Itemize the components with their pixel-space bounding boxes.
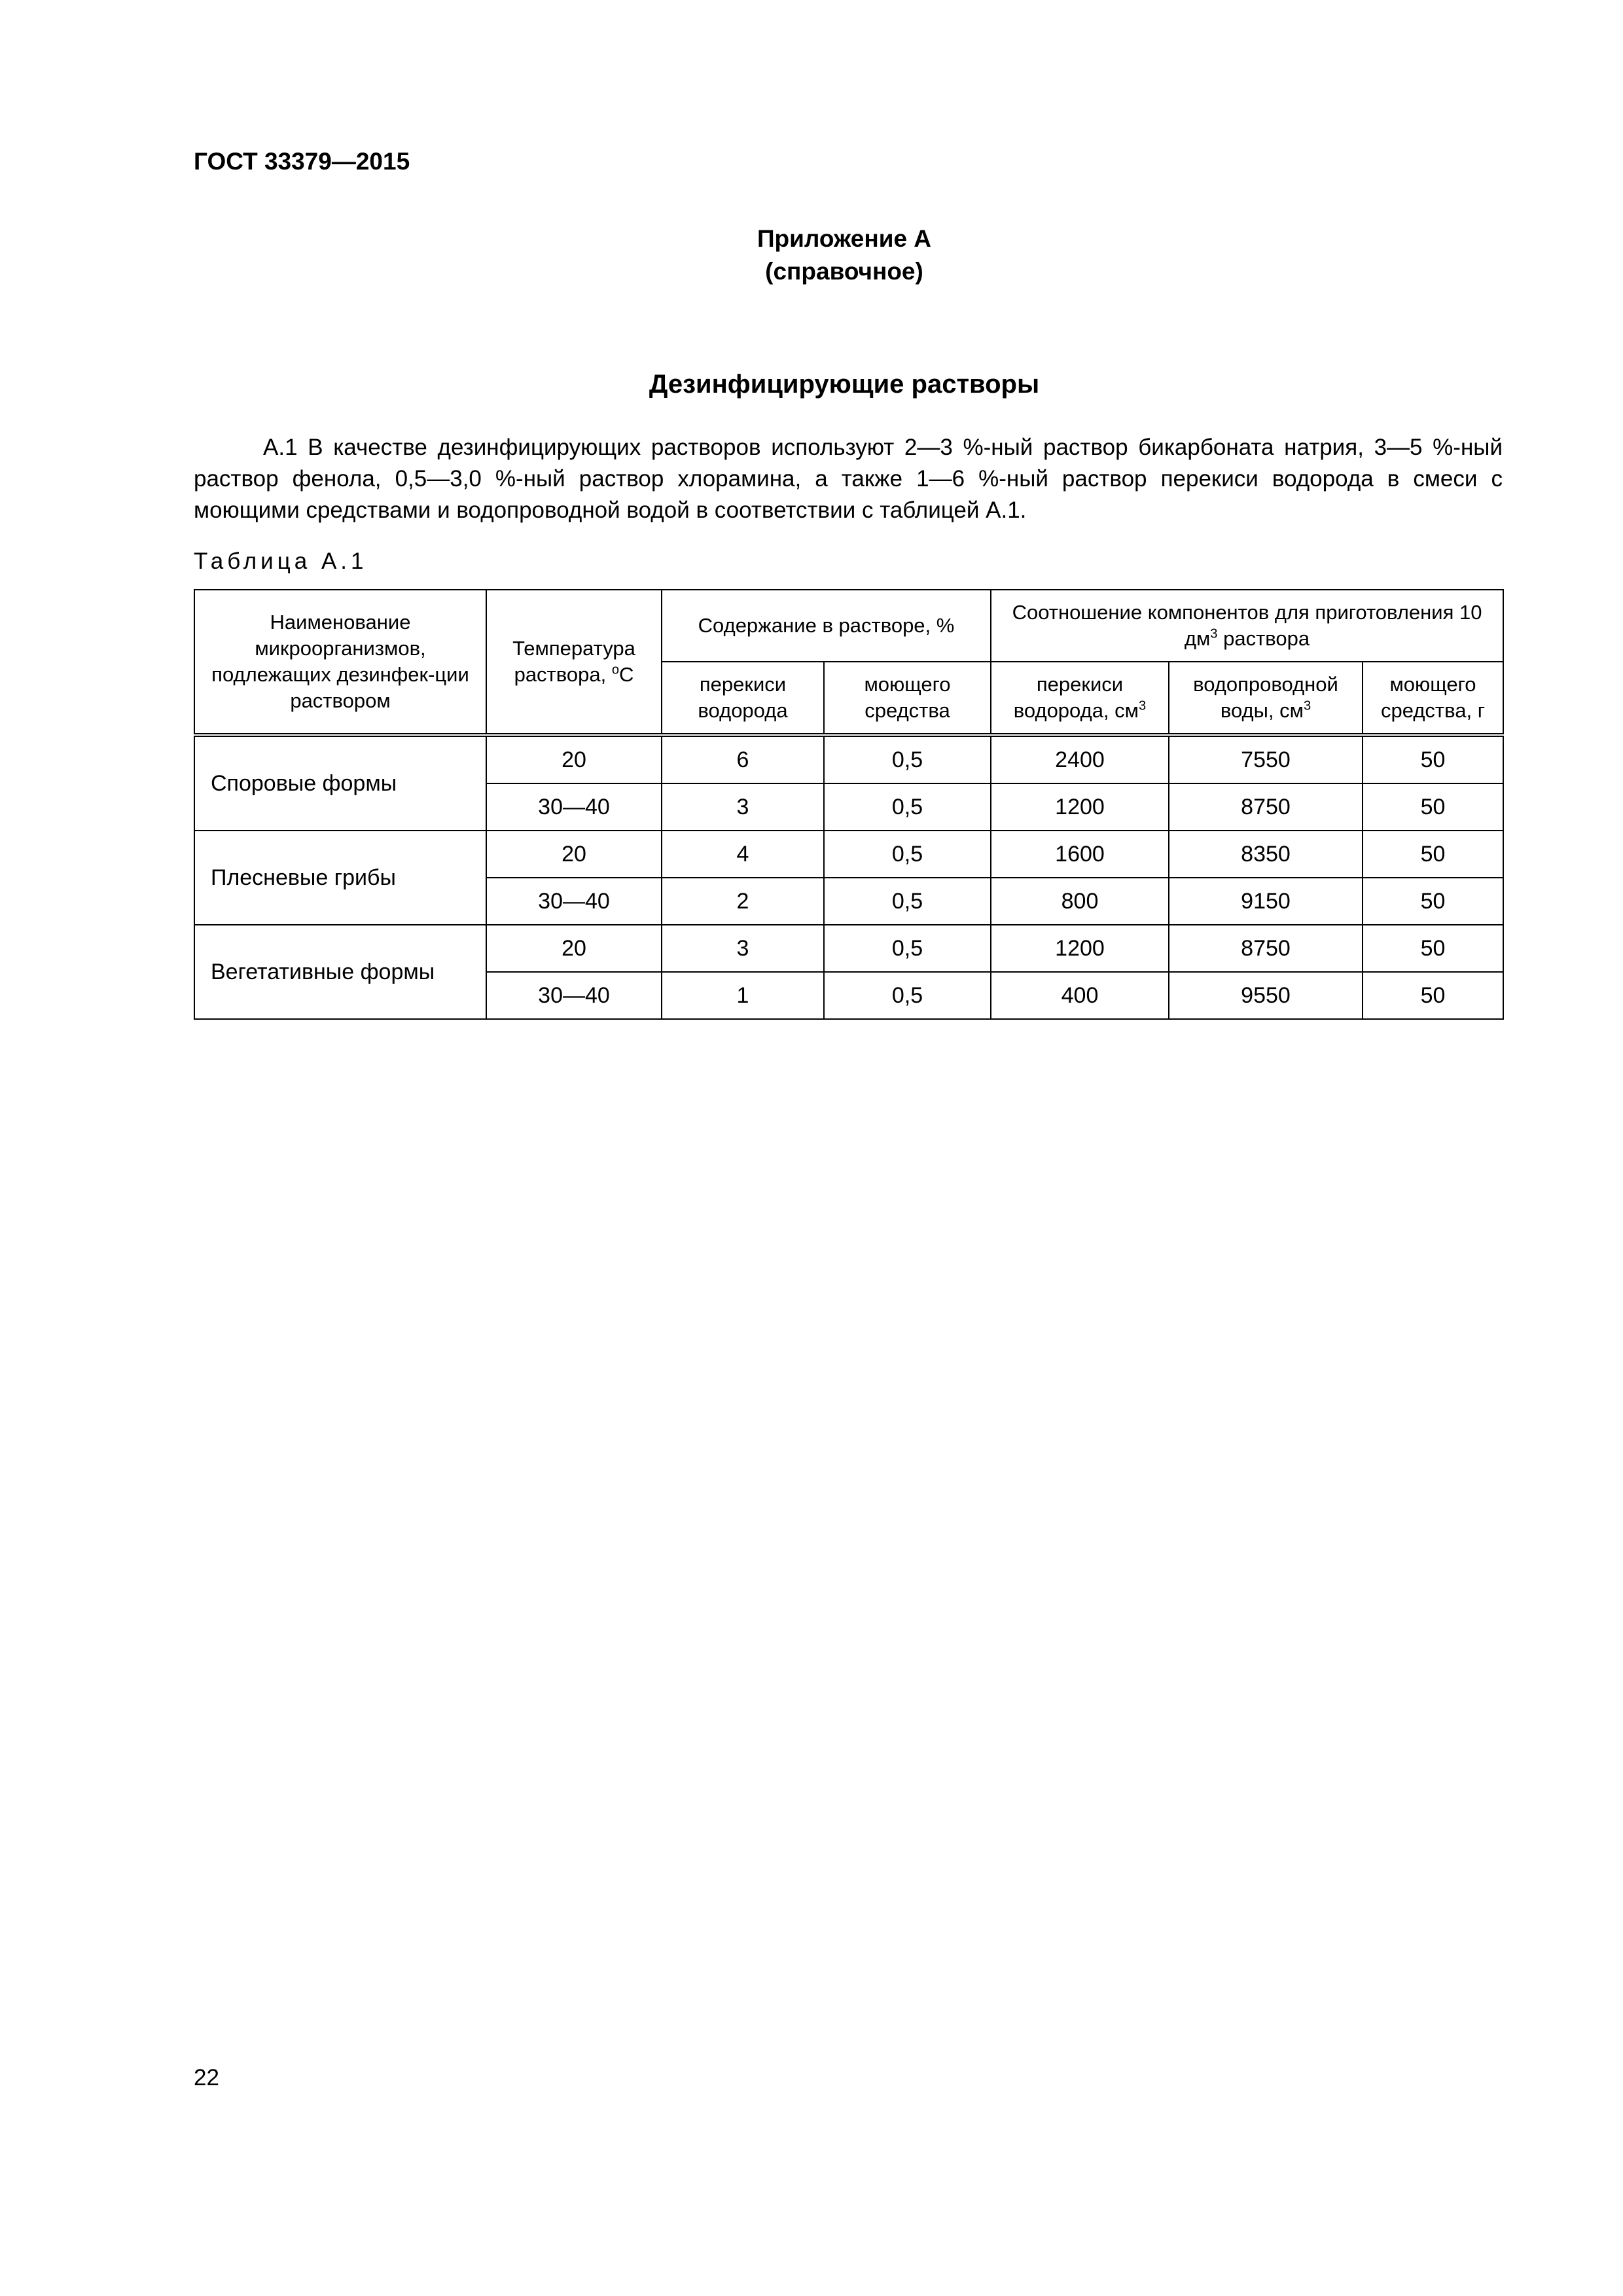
header-ratio-group: Соотношение компонентов для приготовления 10 $дм^3$ раствора: [991, 590, 1503, 662]
cell: 7550: [1169, 735, 1363, 783]
table-caption: Таблица А.1: [194, 548, 368, 574]
header-detergent-ratio: моющего средства, г: [1363, 662, 1503, 735]
cell: 1200: [991, 925, 1169, 972]
header-water-ratio: водопроводной воды, $см^3$: [1169, 662, 1363, 735]
cell: 8750: [1169, 925, 1363, 972]
cell: 20: [486, 735, 662, 783]
cell: 50: [1363, 925, 1503, 972]
cell: 1200: [991, 783, 1169, 831]
cell: 0,5: [824, 831, 991, 878]
cell: 20: [486, 831, 662, 878]
cell: 9150: [1169, 878, 1363, 925]
header-detergent-content: моющего средства: [824, 662, 991, 735]
header-h2o2-ratio: перекиси водорода, $см^3$: [991, 662, 1169, 735]
cell: 0,5: [824, 878, 991, 925]
cell: 0,5: [824, 972, 991, 1019]
table-row: [194, 831, 1503, 878]
header-h2o2-content: перекиси водорода: [662, 662, 824, 735]
cell: 30—40: [486, 972, 662, 1019]
cell: 3: [662, 925, 824, 972]
annex-heading: [0, 223, 1623, 288]
cell: 3: [662, 783, 824, 831]
cell: 50: [1363, 831, 1503, 878]
cell: 20: [486, 925, 662, 972]
cell: 50: [1363, 735, 1503, 783]
cell: 400: [991, 972, 1169, 1019]
cell: 30—40: [486, 783, 662, 831]
cell: 9550: [1169, 972, 1363, 1019]
group-mold-fungi: Плесневые грибы: [194, 831, 486, 925]
disinfectant-table: [194, 589, 1504, 1020]
annex-title: Приложение А: [757, 225, 932, 252]
cell: 1600: [991, 831, 1169, 878]
document-id: ГОСТ 33379—2015: [194, 148, 410, 175]
header-temperature: Температура раствора, $^о$С: [486, 590, 662, 735]
header-organisms: Наименование микроорганизмов, подлежащих дезинфек-ции раствором: [194, 590, 486, 735]
group-vegetative-forms: Вегетативные формы: [194, 925, 486, 1019]
cell: 2: [662, 878, 824, 925]
header-content-group: Содержание в растворе, %: [662, 590, 991, 662]
cell: 0,5: [824, 735, 991, 783]
section-title: Дезинфицирующие растворы: [649, 370, 1040, 399]
cell: 30—40: [486, 878, 662, 925]
annex-subtitle: (справочное): [765, 258, 923, 285]
cell: 4: [662, 831, 824, 878]
page-number: 22: [194, 2065, 219, 2090]
cell: 6: [662, 735, 824, 783]
cell: 8350: [1169, 831, 1363, 878]
table-row: [194, 925, 1503, 972]
group-spore-forms: Споровые формы: [194, 735, 486, 831]
cell: 1: [662, 972, 824, 1019]
cell: 0,5: [824, 783, 991, 831]
cell: 800: [991, 878, 1169, 925]
cell: 2400: [991, 735, 1169, 783]
cell: 50: [1363, 878, 1503, 925]
cell: 50: [1363, 783, 1503, 831]
table-row: [194, 735, 1503, 783]
cell: 0,5: [824, 925, 991, 972]
cell: 50: [1363, 972, 1503, 1019]
paragraph-a1: А.1 В качестве дезинфицирующих растворов используют 2—3 %-ный раствор бикарбоната натрия, 3—5 %-ный раствор фенола, 0,5—3,0 %-ный раствор хлорамина, а также 1—6 %-ный раствор перекиси водорода в смеси с моющими средствами и водопроводной водой в соответствии с таблицей А.1.: [194, 435, 1503, 523]
cell: 8750: [1169, 783, 1363, 831]
